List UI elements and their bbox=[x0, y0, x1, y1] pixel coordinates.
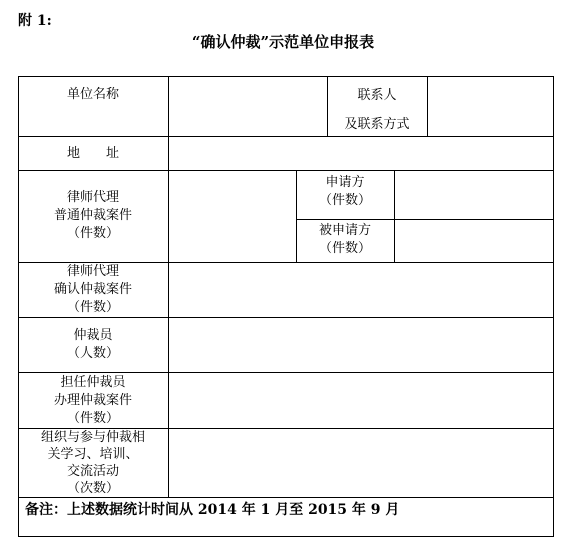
attachment-label: 附 1: bbox=[18, 13, 52, 29]
ordinary-cases-blank[interactable] bbox=[169, 171, 296, 262]
training-activities-label: 组织与参与仲裁相 关学习、培训、 交流活动 （次数） bbox=[40, 430, 145, 496]
training-activities-value[interactable] bbox=[169, 429, 553, 497]
unit-name-value[interactable] bbox=[169, 77, 327, 136]
lawyer-confirm-cases-label: 律师代理 确认仲裁案件 （件数） bbox=[53, 264, 132, 315]
unit-name-label: 单位名称 bbox=[66, 87, 119, 102]
arbitrator-cases-value[interactable] bbox=[169, 373, 553, 428]
contact-value[interactable] bbox=[428, 77, 553, 136]
contact-label-line2: 及联系方式 bbox=[344, 117, 410, 132]
address-label: 地 址 bbox=[66, 146, 119, 161]
address-value[interactable] bbox=[169, 137, 553, 170]
respondent-cases-label: 被申请方 （件数） bbox=[318, 223, 371, 256]
table-line bbox=[18, 536, 554, 537]
remark-note: 备注：上述数据统计时间从 2014 年 1 月至 2015 年 9 月 bbox=[25, 502, 400, 518]
arbitrators-count-value[interactable] bbox=[169, 318, 553, 372]
lawyer-confirm-cases-value[interactable] bbox=[169, 263, 553, 317]
table-line bbox=[553, 76, 554, 536]
applicant-cases-value[interactable] bbox=[395, 171, 553, 219]
applicant-cases-label: 申请方 （件数） bbox=[318, 175, 371, 208]
contact-label-line1: 联系人 bbox=[357, 88, 397, 103]
respondent-cases-value[interactable] bbox=[395, 220, 553, 262]
lawyer-ordinary-cases-label: 律师代理 普通仲裁案件 （件数） bbox=[53, 190, 132, 241]
arbitrators-count-label: 仲裁员 （人数） bbox=[66, 328, 119, 361]
form-title: “确认仲裁”示范单位申报表 bbox=[191, 33, 375, 51]
arbitrator-cases-label: 担任仲裁员 办理仲裁案件 （件数） bbox=[53, 375, 132, 426]
table-line bbox=[18, 497, 554, 498]
